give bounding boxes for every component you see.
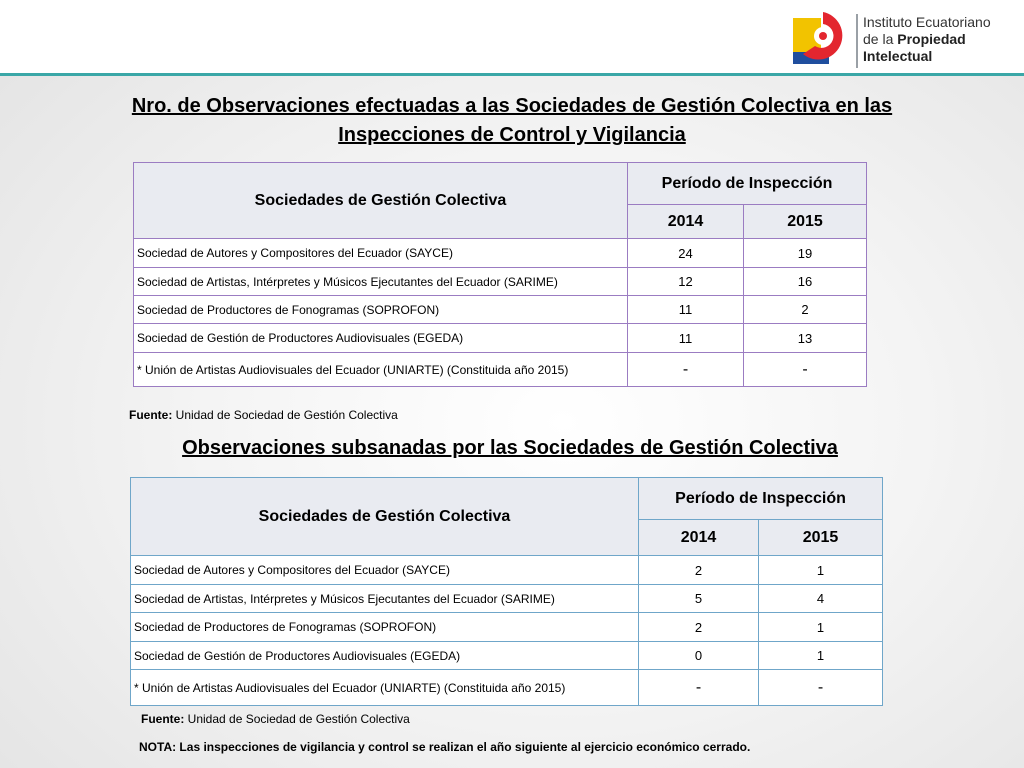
source-text: Unidad de Sociedad de Gestión Colectiva (184, 712, 410, 726)
row-value-2015: - (744, 353, 867, 387)
row-value-2014: 2 (639, 613, 759, 642)
row-name: Sociedad de Gestión de Productores Audiovisuales (EGEDA) (131, 642, 639, 670)
row-value-2015: 1 (759, 556, 883, 585)
table2-year-2015: 2015 (759, 520, 883, 556)
logo-line-2 (863, 31, 991, 48)
row-name: Sociedad de Productores de Fonogramas (SOPROFON) (131, 613, 639, 642)
logo-line-3 (863, 48, 991, 65)
header-divider (0, 73, 1024, 76)
row-value-2014: - (639, 670, 759, 706)
logo-line-3-bold: Intelectual (863, 48, 933, 64)
row-name: Sociedad de Autores y Compositores del Ecuador (SAYCE) (134, 239, 628, 268)
row-value-2014: 5 (639, 585, 759, 613)
resolved-observations-table (130, 477, 883, 706)
logo-line-2-bold: Propiedad (897, 31, 966, 47)
source-note-2 (141, 712, 410, 726)
row-value-2015: 1 (759, 613, 883, 642)
row-name: Sociedad de Artistas, Intérpretes y Músicos Ejecutantes del Ecuador (SARIME) (131, 585, 639, 613)
table-row (131, 670, 883, 706)
row-value-2015: 19 (744, 239, 867, 268)
table-row (134, 239, 867, 268)
row-name: Sociedad de Autores y Compositores del Ecuador (SAYCE) (131, 556, 639, 585)
iepi-logo (793, 8, 993, 68)
table1-year-2015: 2015 (744, 205, 867, 239)
source-text: Unidad de Sociedad de Gestión Colectiva (172, 408, 398, 422)
observations-table (133, 162, 867, 387)
row-value-2014: - (628, 353, 744, 387)
table-row (131, 613, 883, 642)
table2-col-header: Sociedades de Gestión Colectiva (131, 478, 639, 556)
source-note-1 (129, 408, 398, 422)
table-row (131, 585, 883, 613)
logo-line-2-prefix: de la (863, 31, 894, 47)
row-name: Sociedad de Gestión de Productores Audiovisuales (EGEDA) (134, 324, 628, 353)
row-value-2015: 16 (744, 268, 867, 296)
table2-period-header: Período de Inspección (639, 478, 883, 520)
table1-period-header: Período de Inspección (628, 163, 867, 205)
table-row (134, 324, 867, 353)
table1-col-header: Sociedades de Gestión Colectiva (134, 163, 628, 239)
table-row (134, 268, 867, 296)
row-name: Sociedad de Artistas, Intérpretes y Músicos Ejecutantes del Ecuador (SARIME) (134, 268, 628, 296)
row-value-2015: 1 (759, 642, 883, 670)
source-label: Fuente: (129, 408, 173, 422)
page-title-line-1: Nro. de Observaciones efectuadas a las Sociedades de Gestión Colectiva en las (131, 95, 893, 117)
row-name: * Unión de Artistas Audiovisuales del Ecuador (UNIARTE) (Constituida año 2015) (134, 353, 628, 387)
row-value-2014: 12 (628, 268, 744, 296)
row-value-2015: 13 (744, 324, 867, 353)
iepi-logo-mark-icon (793, 8, 849, 66)
table-row (131, 556, 883, 585)
row-value-2014: 24 (628, 239, 744, 268)
footnote: NOTA: Las inspecciones de vigilancia y control se realizan el año siguiente al ejercicio económico cerrado. (139, 740, 751, 754)
table-row (131, 642, 883, 670)
table2-year-2014: 2014 (639, 520, 759, 556)
row-value-2015: 4 (759, 585, 883, 613)
row-name: Sociedad de Productores de Fonogramas (SOPROFON) (134, 296, 628, 324)
row-value-2014: 2 (639, 556, 759, 585)
source-label: Fuente: (141, 712, 185, 726)
row-name: * Unión de Artistas Audiovisuales del Ecuador (UNIARTE) (Constituida año 2015) (131, 670, 639, 706)
table-row (134, 353, 867, 387)
logo-separator (856, 14, 858, 68)
section-title: Observaciones subsanadas por las Sociedades de Gestión Colectiva (182, 437, 838, 459)
table-row (134, 296, 867, 324)
logo-line-1: Instituto Ecuatoriano (863, 14, 991, 30)
row-value-2014: 0 (639, 642, 759, 670)
row-value-2015: - (759, 670, 883, 706)
page-title-line-2: Inspecciones de Control y Vigilancia (338, 124, 686, 146)
table1-year-2014: 2014 (628, 205, 744, 239)
row-value-2014: 11 (628, 296, 744, 324)
page-title (40, 92, 984, 150)
row-value-2015: 2 (744, 296, 867, 324)
row-value-2014: 11 (628, 324, 744, 353)
logo-text (863, 14, 991, 65)
